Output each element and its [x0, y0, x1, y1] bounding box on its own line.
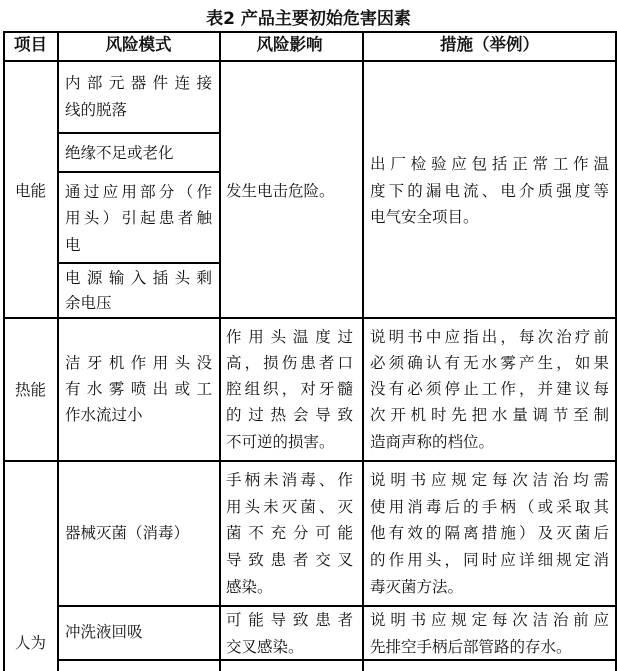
table-rule — [3, 460, 617, 462]
measure: 出厂检验应包括正常工作温 — [370, 155, 609, 173]
table-rule — [3, 317, 617, 319]
column-header: 项目 — [14, 35, 47, 54]
column-header: 风险模式 — [105, 35, 172, 54]
risk-mode: 作水流过小 — [65, 406, 143, 424]
risk-mode: 内部元器件连接 — [65, 74, 212, 92]
risk-effect: 感染。 — [226, 578, 273, 596]
table-rule — [57, 132, 220, 134]
table-rule — [57, 605, 617, 607]
measure: 他有效的隔离措施）及灭菌后 — [370, 524, 609, 542]
risk-effect: 发生电击危险。 — [226, 182, 335, 200]
measure: 说明书中应指出，每次治疗前 — [370, 328, 609, 346]
table-rule — [57, 171, 220, 173]
risk-mode: 用头）引起患者触 — [65, 209, 212, 227]
risk-effect: 菌不充分可能 — [226, 524, 353, 542]
risk-mode: 洁牙机作用头没 — [65, 354, 212, 372]
measure: 必须确认有无水雾产生，如果 — [370, 354, 609, 372]
risk-effect: 不可逆的损害。 — [226, 433, 335, 451]
risk-mode: 绝缘不足或老化 — [65, 144, 174, 162]
table-rule — [57, 659, 617, 661]
risk-mode: 有水雾喷出或工 — [65, 380, 212, 398]
column-header: 措施（举例） — [440, 35, 539, 54]
column-header: 风险影响 — [256, 35, 323, 54]
measure: 度下的漏电流、电介质强度等 — [370, 182, 609, 200]
risk-mode: 电 — [65, 236, 81, 254]
table-rule — [362, 31, 364, 671]
measure: 造商声称的档位。 — [370, 433, 495, 451]
risk-effect: 交叉感染。 — [226, 638, 304, 656]
measure: 次开机时先把水量调节至制 — [370, 406, 609, 424]
risk-effect: 导致患者交叉 — [226, 551, 353, 569]
table-rule — [57, 31, 59, 671]
measure: 说明书应规定每次洁治均需 — [370, 471, 609, 489]
risk-effect: 可能导致患者 — [226, 611, 353, 629]
row-item-label: 热能 — [14, 381, 46, 399]
risk-mode: 器械灭菌（消毒） — [65, 524, 190, 542]
risk-mode: 冲洗液回吸 — [65, 623, 143, 641]
risk-effect: 用头未灭菌、灭 — [226, 498, 353, 516]
risk-effect: 手柄未消毒、作 — [226, 471, 353, 489]
measure: 先排空手柄后部管路的存水。 — [370, 638, 572, 656]
measure: 使用消毒后的手柄（或采取其 — [370, 498, 609, 516]
risk-mode: 线的脱落 — [65, 101, 128, 119]
table-rule — [615, 31, 617, 671]
table-rule — [3, 60, 617, 62]
risk-effect: 作用头温度过 — [226, 328, 353, 346]
risk-mode: 余电压 — [65, 294, 112, 312]
table-rule — [219, 31, 221, 671]
measure: 电气安全项目。 — [370, 208, 479, 226]
measure: 的作用头，同时应详细规定消 — [370, 551, 609, 569]
measure: 说明书应规定每次洁治前应 — [370, 611, 609, 629]
row-item-label: 电能 — [14, 182, 46, 200]
row-item-label: 人为 — [14, 634, 46, 652]
risk-mode: 通过应用部分（作 — [65, 183, 212, 201]
table-rule — [3, 31, 617, 33]
table-rule — [3, 31, 5, 671]
measure: 毒灭菌方法。 — [370, 578, 464, 596]
table-title: 表2 产品主要初始危害因素 — [206, 9, 411, 29]
measure: 没有必须停止工作，并建议每 — [370, 380, 609, 398]
risk-mode: 电源输入插头剩 — [65, 269, 212, 287]
risk-effect: 高，损伤患者口 — [226, 354, 353, 372]
table-rule — [57, 262, 220, 264]
risk-effect: 的过热会导致 — [226, 406, 353, 424]
risk-effect: 腔组织，对牙髓 — [226, 380, 353, 398]
